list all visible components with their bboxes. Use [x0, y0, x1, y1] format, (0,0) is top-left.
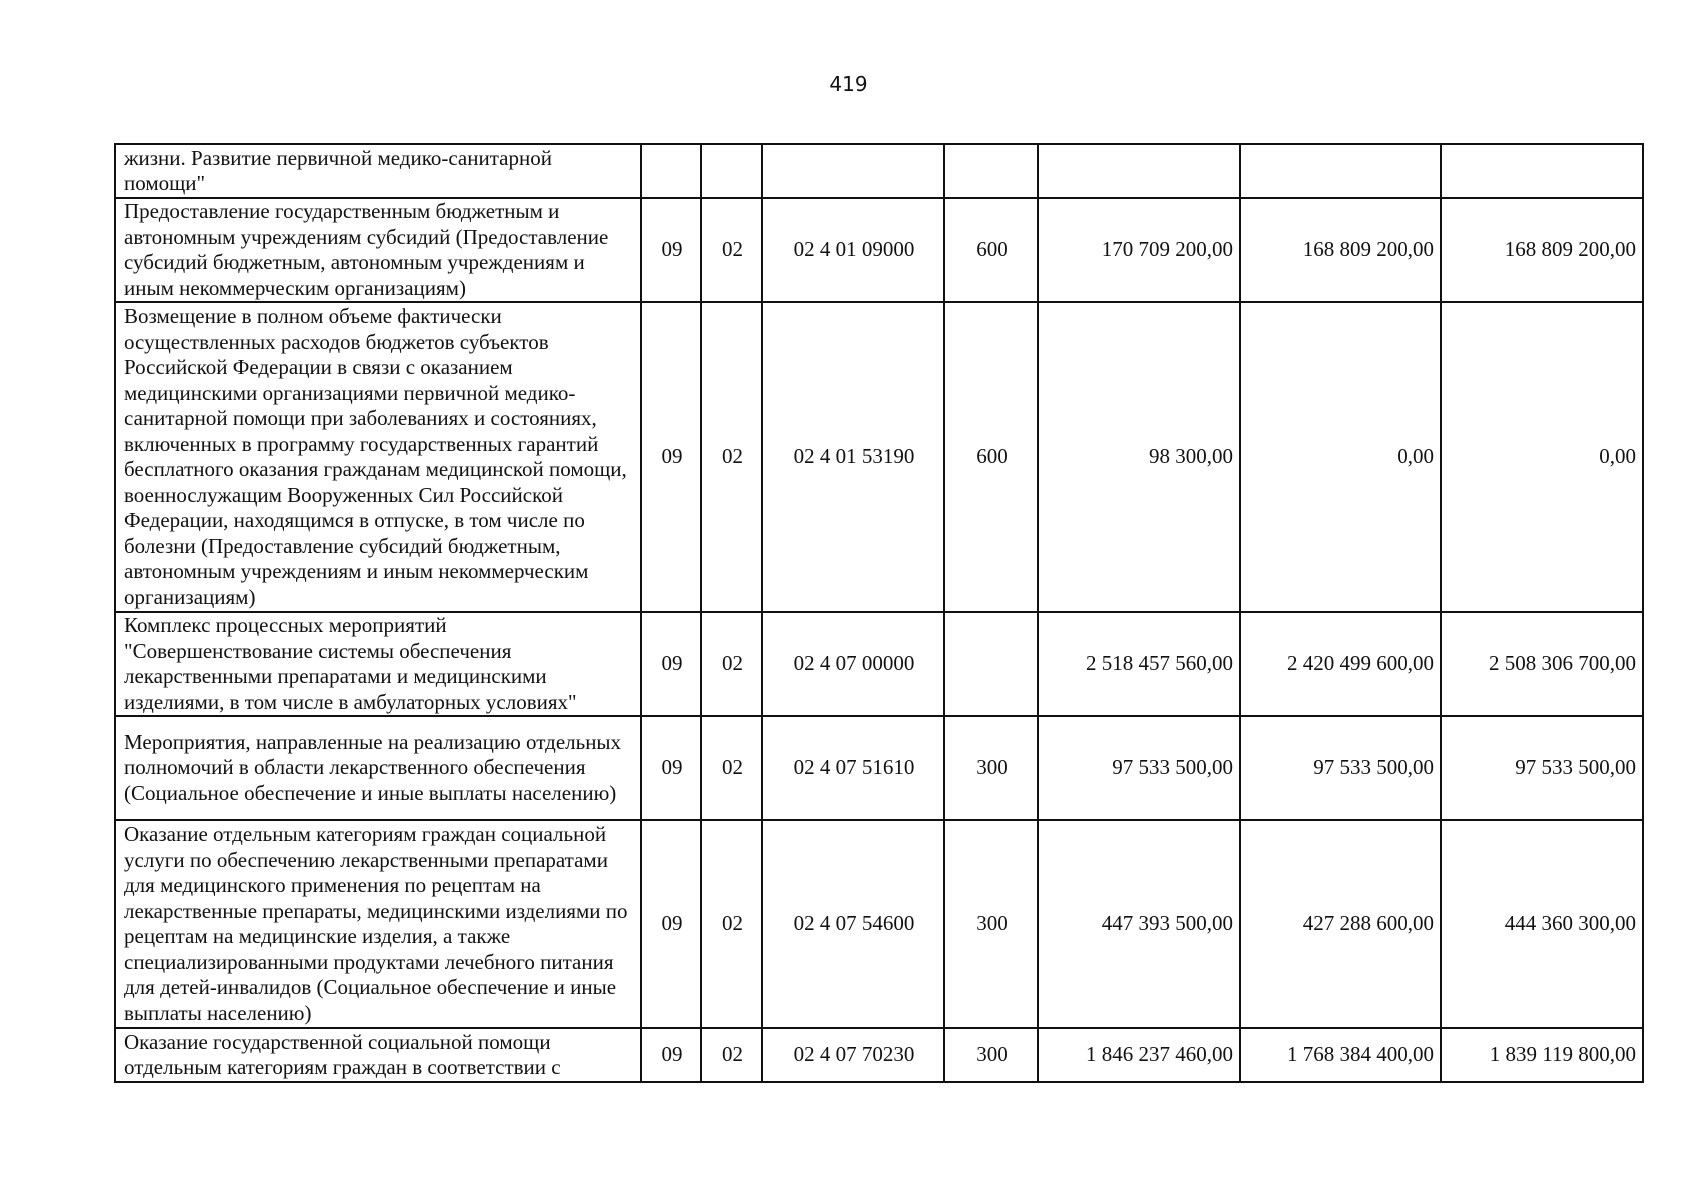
- row-amount-year-1: 170 709 200,00: [1038, 198, 1240, 302]
- table-row: [115, 612, 1643, 716]
- row-amount-year-1: 97 533 500,00: [1038, 716, 1240, 820]
- page-number: 419: [829, 72, 868, 96]
- row-subsection-code: 02: [701, 612, 762, 716]
- row-target-article-code: 02 4 07 51610: [762, 716, 944, 820]
- table-row: [115, 198, 1643, 302]
- row-amount-year-1: 447 393 500,00: [1038, 820, 1240, 1028]
- row-amount-year-2: 168 809 200,00: [1240, 198, 1441, 302]
- table-row: [115, 1028, 1643, 1082]
- row-name: Возмещение в полном объеме фактически осуществленных расходов бюджетов субъектов Российской Федерации в связи с оказанием медицинскими организациями первичной медико-санитарной помощи при заболеваниях и состояниях, включенных в программу государственных гарантий бесплатного оказания гражданам медицинской помощи, военнослужащим Вооруженных Сил Российской Федерации, находящимся в отпуске, в том числе по болезни (Предоставление субсидий бюджетным, автономным учреждениям и иным некоммерческим организациям): [115, 302, 641, 612]
- row-amount-year-1: 2 518 457 560,00: [1038, 612, 1240, 716]
- row-amount-year-1: [1038, 144, 1240, 198]
- row-amount-year-2: 427 288 600,00: [1240, 820, 1441, 1028]
- row-section-code: 09: [641, 820, 701, 1028]
- row-target-article-code: 02 4 01 09000: [762, 198, 944, 302]
- row-amount-year-2: [1240, 144, 1441, 198]
- row-section-code: [641, 144, 701, 198]
- row-expense-type-code: 300: [944, 820, 1038, 1028]
- row-section-code: 09: [641, 198, 701, 302]
- row-subsection-code: 02: [701, 716, 762, 820]
- row-section-code: 09: [641, 716, 701, 820]
- table-row: [115, 820, 1643, 1028]
- row-amount-year-3: 97 533 500,00: [1441, 716, 1643, 820]
- row-expense-type-code: 600: [944, 198, 1038, 302]
- row-name: Оказание государственной социальной помощи отдельным категориям граждан в соответствии с: [115, 1028, 641, 1082]
- table-row: [115, 302, 1643, 612]
- row-section-code: 09: [641, 612, 701, 716]
- row-name: Предоставление государственным бюджетным и автономным учреждениям субсидий (Предоставление субсидий бюджетным, автономным учреждениям и иным некоммерческим организациям): [115, 198, 641, 302]
- row-subsection-code: 02: [701, 1028, 762, 1082]
- row-target-article-code: 02 4 07 00000: [762, 612, 944, 716]
- row-expense-type-code: [944, 612, 1038, 716]
- row-expense-type-code: 600: [944, 302, 1038, 612]
- row-name: Оказание отдельным категориям граждан социальной услуги по обеспечению лекарственными препаратами для медицинского применения по рецептам на лекарственные препараты, медицинскими изделиями по рецептам на медицинские изделия, а также специализированными продуктами лечебного питания для детей-инвалидов (Социальное обеспечение и иные выплаты населению): [115, 820, 641, 1028]
- row-expense-type-code: 300: [944, 1028, 1038, 1082]
- row-amount-year-1: 1 846 237 460,00: [1038, 1028, 1240, 1082]
- row-amount-year-2: 1 768 384 400,00: [1240, 1028, 1441, 1082]
- row-subsection-code: 02: [701, 820, 762, 1028]
- table-row: [115, 144, 1643, 198]
- row-name: Комплекс процессных мероприятий "Совершенствование системы обеспечения лекарственными препаратами и медицинскими изделиями, в том числе в амбулаторных условиях": [115, 612, 641, 716]
- row-expense-type-code: 300: [944, 716, 1038, 820]
- row-amount-year-3: 444 360 300,00: [1441, 820, 1643, 1028]
- row-amount-year-3: 0,00: [1441, 302, 1643, 612]
- row-name: жизни. Развитие первичной медико-санитарной помощи": [115, 144, 641, 198]
- row-expense-type-code: [944, 144, 1038, 198]
- budget-table: [114, 143, 1644, 1083]
- row-target-article-code: 02 4 07 54600: [762, 820, 944, 1028]
- row-amount-year-2: 0,00: [1240, 302, 1441, 612]
- row-amount-year-2: 2 420 499 600,00: [1240, 612, 1441, 716]
- row-section-code: 09: [641, 302, 701, 612]
- row-target-article-code: 02 4 07 70230: [762, 1028, 944, 1082]
- table-row: [115, 716, 1643, 820]
- row-subsection-code: [701, 144, 762, 198]
- row-amount-year-1: 98 300,00: [1038, 302, 1240, 612]
- row-subsection-code: 02: [701, 302, 762, 612]
- row-target-article-code: 02 4 01 53190: [762, 302, 944, 612]
- row-amount-year-3: 1 839 119 800,00: [1441, 1028, 1643, 1082]
- row-name: Мероприятия, направленные на реализацию отдельных полномочий в области лекарственного обеспечения (Социальное обеспечение и иные выплаты населению): [115, 716, 641, 820]
- row-amount-year-3: 168 809 200,00: [1441, 198, 1643, 302]
- row-subsection-code: 02: [701, 198, 762, 302]
- row-amount-year-3: 2 508 306 700,00: [1441, 612, 1643, 716]
- row-section-code: 09: [641, 1028, 701, 1082]
- row-target-article-code: [762, 144, 944, 198]
- row-amount-year-3: [1441, 144, 1643, 198]
- row-amount-year-2: 97 533 500,00: [1240, 716, 1441, 820]
